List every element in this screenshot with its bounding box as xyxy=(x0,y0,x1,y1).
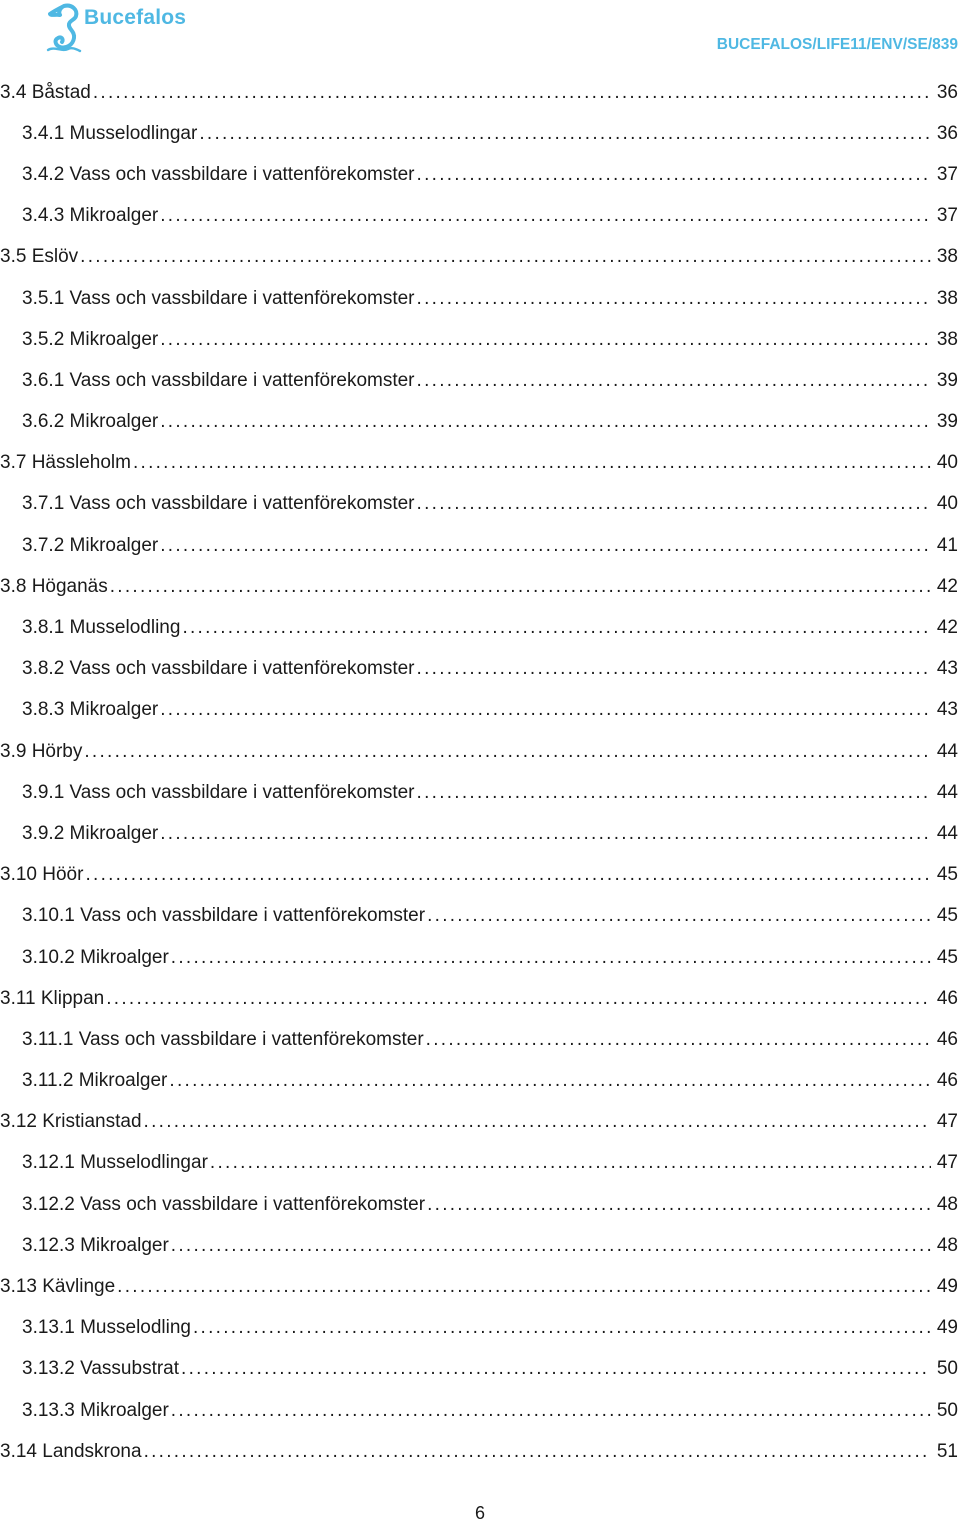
toc-entry-page: 44 xyxy=(936,822,958,844)
dot-leader xyxy=(160,205,931,227)
toc-entry[interactable] xyxy=(0,319,960,360)
toc-entry-page: 38 xyxy=(936,328,958,350)
toc-entry-title: 3.13.1 Musselodling xyxy=(22,1317,191,1339)
logo-text: Bucefalos xyxy=(84,6,187,29)
toc-entry[interactable] xyxy=(0,937,960,978)
toc-entry-page: 45 xyxy=(936,946,958,968)
page-header xyxy=(0,0,960,70)
dot-leader xyxy=(110,576,931,598)
toc-entry-title: 3.13.2 Vassubstrat xyxy=(22,1358,180,1380)
toc-entry-page: 45 xyxy=(936,864,958,886)
toc-entry-page: 38 xyxy=(936,287,958,309)
project-code: BUCEFALOS/LIFE11/ENV/SE/839 xyxy=(716,36,958,53)
dot-leader xyxy=(417,370,931,392)
toc-entry[interactable] xyxy=(0,196,960,237)
toc-entry-title: 3.9.2 Mikroalger xyxy=(22,822,159,844)
dot-leader xyxy=(160,699,931,721)
dot-leader xyxy=(84,741,931,763)
toc-entry[interactable] xyxy=(0,1184,960,1225)
toc-entry[interactable] xyxy=(0,484,960,525)
toc-entry[interactable] xyxy=(0,772,960,813)
toc-entry-page: 48 xyxy=(936,1193,958,1215)
toc-entry[interactable] xyxy=(0,690,960,731)
toc-entry-title: 3.12 Kristianstad xyxy=(0,1111,142,1133)
dot-leader xyxy=(171,1235,931,1257)
toc-entry-page: 37 xyxy=(936,163,958,185)
dot-leader xyxy=(133,452,931,474)
toc-entry[interactable] xyxy=(0,154,960,195)
toc-entry[interactable] xyxy=(0,566,960,607)
toc-entry-title: 3.6.2 Mikroalger xyxy=(22,411,159,433)
toc-entry[interactable] xyxy=(0,525,960,566)
toc-entry-page: 51 xyxy=(936,1440,958,1462)
dot-leader xyxy=(171,1400,931,1422)
toc-entry-title: 3.4 Båstad xyxy=(0,81,91,103)
toc-entry-page: 36 xyxy=(936,122,958,144)
dot-leader xyxy=(417,164,931,186)
toc-entry-title: 3.8 Höganäs xyxy=(0,575,108,597)
toc-entry-page: 39 xyxy=(936,369,958,391)
toc-entry-title: 3.12.3 Mikroalger xyxy=(22,1234,169,1256)
toc-entry-page: 45 xyxy=(936,905,958,927)
toc-entry-title: 3.7.2 Mikroalger xyxy=(22,534,159,556)
toc-entry-page: 49 xyxy=(936,1317,958,1339)
dot-leader xyxy=(193,1317,931,1339)
toc-entry[interactable] xyxy=(0,1431,960,1472)
dot-leader xyxy=(117,1276,931,1298)
page-number: 6 xyxy=(474,1503,485,1523)
toc-entry-page: 41 xyxy=(936,534,958,556)
toc-entry-title: 3.10.1 Vass och vassbildare i vattenförekomster xyxy=(22,905,426,927)
toc-entry-page: 44 xyxy=(936,740,958,762)
dot-leader xyxy=(80,246,931,268)
dot-leader xyxy=(85,864,931,886)
toc-entry-page: 36 xyxy=(936,81,958,103)
toc-entry-page: 46 xyxy=(936,987,958,1009)
toc-entry-title: 3.9 Hörby xyxy=(0,740,83,762)
toc-entry-title: 3.9.1 Vass och vassbildare i vattenförekomster xyxy=(22,781,415,803)
toc-entry[interactable] xyxy=(0,1061,960,1102)
toc-entry-title: 3.12.2 Vass och vassbildare i vattenförekomster xyxy=(22,1193,426,1215)
bucefalos-logo xyxy=(42,2,192,54)
toc-entry-title: 3.8.3 Mikroalger xyxy=(22,699,159,721)
toc-entry-page: 44 xyxy=(936,781,958,803)
toc-entry-title: 3.5 Eslöv xyxy=(0,246,79,268)
toc-entry[interactable] xyxy=(0,237,960,278)
toc-entry-title: 3.8.2 Vass och vassbildare i vattenförekomster xyxy=(22,658,415,680)
toc-entry-page: 46 xyxy=(936,1070,958,1092)
table-of-contents xyxy=(0,72,960,1472)
dot-leader xyxy=(144,1111,931,1133)
dot-leader xyxy=(417,782,931,804)
dot-leader xyxy=(426,1029,931,1051)
dot-leader xyxy=(210,1152,931,1174)
toc-entry-page: 42 xyxy=(936,617,958,639)
dot-leader xyxy=(181,1358,931,1380)
dot-leader xyxy=(160,535,931,557)
toc-entry-title: 3.10.2 Mikroalger xyxy=(22,946,169,968)
toc-entry-title: 3.6.1 Vass och vassbildare i vattenförekomster xyxy=(22,369,415,391)
dot-leader xyxy=(182,617,931,639)
dot-leader xyxy=(417,288,931,310)
dot-leader xyxy=(417,658,931,680)
toc-entry[interactable] xyxy=(0,607,960,648)
toc-entry-title: 3.4.3 Mikroalger xyxy=(22,205,159,227)
toc-entry-title: 3.12.1 Musselodlingar xyxy=(22,1152,208,1174)
toc-entry-page: 40 xyxy=(936,452,958,474)
dot-leader xyxy=(160,823,931,845)
toc-entry[interactable] xyxy=(0,113,960,154)
dot-leader xyxy=(160,411,931,433)
toc-entry-page: 40 xyxy=(936,493,958,515)
toc-entry-page: 47 xyxy=(936,1152,958,1174)
toc-entry[interactable] xyxy=(0,1308,960,1349)
toc-entry-page: 43 xyxy=(936,699,958,721)
seahorse-icon xyxy=(42,2,86,56)
dot-leader xyxy=(160,329,931,351)
toc-entry-page: 50 xyxy=(936,1399,958,1421)
toc-entry-page: 49 xyxy=(936,1276,958,1298)
toc-entry-title: 3.11 Klippan xyxy=(0,987,105,1009)
toc-entry-page: 39 xyxy=(936,411,958,433)
toc-entry[interactable] xyxy=(0,72,960,113)
toc-entry-title: 3.4.1 Musselodlingar xyxy=(22,122,198,144)
toc-entry[interactable] xyxy=(0,1266,960,1307)
toc-entry[interactable] xyxy=(0,978,960,1019)
toc-entry-title: 3.4.2 Vass och vassbildare i vattenförekomster xyxy=(22,163,415,185)
toc-entry-page: 38 xyxy=(936,246,958,268)
toc-entry-title: 3.14 Landskrona xyxy=(0,1440,142,1462)
dot-leader xyxy=(144,1441,931,1463)
dot-leader xyxy=(427,1194,931,1216)
toc-entry[interactable] xyxy=(0,1390,960,1431)
toc-entry-page: 47 xyxy=(936,1111,958,1133)
dot-leader xyxy=(169,1070,931,1092)
toc-entry[interactable] xyxy=(0,1019,960,1060)
toc-entry[interactable] xyxy=(0,278,960,319)
toc-entry-title: 3.7 Hässleholm xyxy=(0,452,131,474)
toc-entry-title: 3.5.1 Vass och vassbildare i vattenförekomster xyxy=(22,287,415,309)
toc-entry[interactable] xyxy=(0,402,960,443)
toc-entry-title: 3.7.1 Vass och vassbildare i vattenförekomster xyxy=(22,493,415,515)
toc-entry[interactable] xyxy=(0,360,960,401)
toc-entry-title: 3.10 Höör xyxy=(0,864,84,886)
toc-entry[interactable] xyxy=(0,731,960,772)
toc-entry-page: 46 xyxy=(936,1028,958,1050)
toc-entry[interactable] xyxy=(0,813,960,854)
toc-entry-title: 3.5.2 Mikroalger xyxy=(22,328,159,350)
toc-entry-title: 3.11.2 Mikroalger xyxy=(22,1070,168,1092)
dot-leader xyxy=(93,82,931,104)
toc-entry-title: 3.13.3 Mikroalger xyxy=(22,1399,169,1421)
toc-entry-page: 50 xyxy=(936,1358,958,1380)
toc-entry[interactable] xyxy=(0,896,960,937)
dot-leader xyxy=(106,988,931,1010)
toc-entry[interactable] xyxy=(0,855,960,896)
toc-entry[interactable] xyxy=(0,1349,960,1390)
toc-entry-title: 3.8.1 Musselodling xyxy=(22,617,181,639)
toc-entry-page: 42 xyxy=(936,575,958,597)
dot-leader xyxy=(417,493,931,515)
toc-entry[interactable] xyxy=(0,649,960,690)
toc-entry-page: 43 xyxy=(936,658,958,680)
toc-entry[interactable] xyxy=(0,1102,960,1143)
toc-entry[interactable] xyxy=(0,1225,960,1266)
dot-leader xyxy=(171,947,931,969)
dot-leader xyxy=(199,123,931,145)
toc-entry-title: 3.13 Kävlinge xyxy=(0,1276,116,1298)
toc-entry[interactable] xyxy=(0,1143,960,1184)
toc-entry-page: 48 xyxy=(936,1234,958,1256)
dot-leader xyxy=(427,905,931,927)
toc-entry-page: 37 xyxy=(936,205,958,227)
toc-entry[interactable] xyxy=(0,443,960,484)
toc-entry-title: 3.11.1 Vass och vassbildare i vattenförekomster xyxy=(22,1028,424,1050)
